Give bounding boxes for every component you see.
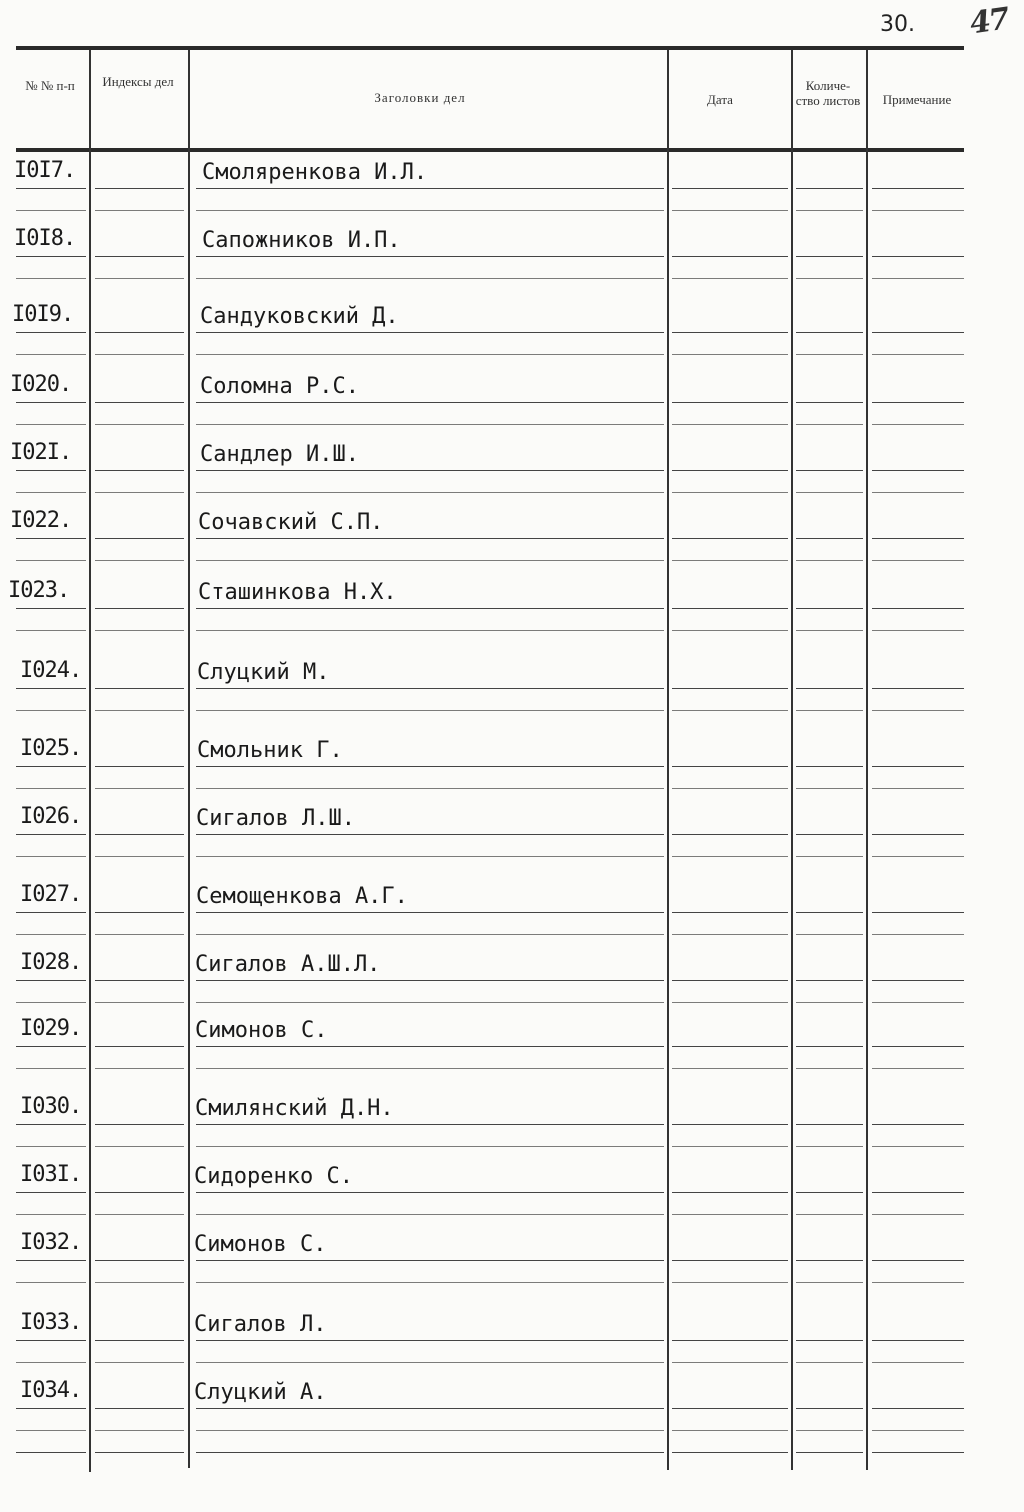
ruled-line bbox=[672, 256, 788, 257]
ruled-line bbox=[16, 1452, 86, 1453]
ruled-line bbox=[872, 1362, 964, 1363]
ruled-line bbox=[672, 1192, 788, 1193]
ruled-line bbox=[16, 424, 86, 425]
ruled-line bbox=[796, 354, 863, 355]
row-title: Сигалов Л.Ш. bbox=[196, 806, 355, 831]
ruled-line bbox=[16, 188, 86, 189]
ruled-line bbox=[16, 332, 86, 333]
row-title: Соломна Р.С. bbox=[200, 374, 359, 399]
row-title: Слуцкий А. bbox=[194, 1380, 327, 1405]
ruled-line bbox=[672, 470, 788, 471]
ruled-line bbox=[16, 1068, 86, 1069]
ruled-line bbox=[872, 934, 964, 935]
ruled-line bbox=[796, 934, 863, 935]
ruled-line bbox=[872, 1068, 964, 1069]
header-date: Дата bbox=[707, 92, 733, 107]
column-divider bbox=[188, 50, 190, 1468]
ruled-line bbox=[196, 492, 664, 493]
ruled-line bbox=[672, 766, 788, 767]
ruled-line bbox=[196, 1282, 664, 1283]
column-divider bbox=[791, 50, 793, 1470]
ruled-line bbox=[196, 1214, 664, 1215]
ruled-line bbox=[16, 354, 86, 355]
row-title: Смилянский Д.Н. bbox=[195, 1096, 394, 1121]
ruled-line bbox=[196, 1260, 664, 1261]
ruled-line bbox=[796, 402, 863, 403]
row-title: Сидоренко С. bbox=[194, 1164, 353, 1189]
row-title: Сандлер И.Ш. bbox=[200, 442, 359, 467]
ruled-line bbox=[196, 1430, 664, 1431]
ruled-line bbox=[196, 1002, 664, 1003]
ruled-line bbox=[796, 1214, 863, 1215]
row-number: I02I. bbox=[10, 440, 72, 465]
column-divider bbox=[667, 50, 669, 1470]
ruled-line bbox=[796, 188, 863, 189]
ruled-line bbox=[796, 980, 863, 981]
ruled-line bbox=[796, 1362, 863, 1363]
ruled-line bbox=[16, 788, 86, 789]
ruled-line bbox=[95, 278, 184, 279]
ruled-line bbox=[196, 788, 664, 789]
ruled-line bbox=[196, 630, 664, 631]
ruled-line bbox=[16, 912, 86, 913]
ruled-line bbox=[872, 710, 964, 711]
ruled-line bbox=[872, 1452, 964, 1453]
ruled-line bbox=[872, 1146, 964, 1147]
ruled-line bbox=[95, 834, 184, 835]
ruled-line bbox=[796, 856, 863, 857]
ruled-line bbox=[672, 1046, 788, 1047]
ruled-line bbox=[672, 1430, 788, 1431]
ruled-line bbox=[95, 470, 184, 471]
row-title: Смоляренкова И.Л. bbox=[202, 160, 428, 185]
ruled-line bbox=[672, 210, 788, 211]
ruled-line bbox=[16, 1260, 86, 1261]
row-number: I023. bbox=[8, 578, 70, 603]
ruled-line bbox=[872, 834, 964, 835]
ruled-line bbox=[796, 332, 863, 333]
ruled-line bbox=[95, 1362, 184, 1363]
row-number: I024. bbox=[20, 658, 82, 683]
ruled-line bbox=[672, 688, 788, 689]
row-number: I029. bbox=[20, 1016, 82, 1041]
ruled-line bbox=[796, 766, 863, 767]
ruled-line bbox=[872, 560, 964, 561]
ruled-line bbox=[16, 1362, 86, 1363]
ruled-line bbox=[16, 766, 86, 767]
ruled-line bbox=[672, 1124, 788, 1125]
ruled-line bbox=[95, 492, 184, 493]
row-number: I033. bbox=[20, 1310, 82, 1335]
row-number: I030. bbox=[20, 1094, 82, 1119]
ruled-line bbox=[196, 256, 664, 257]
row-number: I028. bbox=[20, 950, 82, 975]
ruled-line bbox=[196, 980, 664, 981]
ruled-line bbox=[796, 470, 863, 471]
ruled-line bbox=[16, 1214, 86, 1215]
ruled-line bbox=[95, 424, 184, 425]
ruled-line bbox=[196, 1452, 664, 1453]
header-bottom-rule bbox=[16, 148, 964, 152]
ruled-line bbox=[95, 934, 184, 935]
ruled-line bbox=[872, 424, 964, 425]
ruled-line bbox=[95, 980, 184, 981]
ruled-line bbox=[672, 354, 788, 355]
ruled-line bbox=[796, 1046, 863, 1047]
ruled-line bbox=[872, 630, 964, 631]
ruled-line bbox=[95, 1068, 184, 1069]
ruled-line bbox=[196, 354, 664, 355]
ruled-line bbox=[95, 538, 184, 539]
ruled-line bbox=[672, 188, 788, 189]
ruled-line bbox=[872, 332, 964, 333]
row-title: Сигалов Л. bbox=[194, 1312, 327, 1337]
ruled-line bbox=[796, 560, 863, 561]
ruled-line bbox=[872, 980, 964, 981]
ruled-line bbox=[196, 1362, 664, 1363]
ruled-line bbox=[672, 1282, 788, 1283]
ruled-line bbox=[672, 1146, 788, 1147]
ruled-line bbox=[872, 1124, 964, 1125]
ruled-line bbox=[16, 1046, 86, 1047]
ruled-line bbox=[196, 188, 664, 189]
row-title: Сташинкова Н.Х. bbox=[198, 580, 397, 605]
ruled-line bbox=[672, 492, 788, 493]
ruled-line bbox=[796, 424, 863, 425]
ruled-line bbox=[95, 560, 184, 561]
ruled-line bbox=[196, 1192, 664, 1193]
ruled-line bbox=[95, 1282, 184, 1283]
ruled-line bbox=[16, 492, 86, 493]
ruled-line bbox=[16, 934, 86, 935]
ruled-line bbox=[796, 1430, 863, 1431]
ruled-line bbox=[872, 1408, 964, 1409]
ruled-line bbox=[196, 766, 664, 767]
row-number: I020. bbox=[10, 372, 72, 397]
ruled-line bbox=[872, 538, 964, 539]
ruled-line bbox=[872, 256, 964, 257]
column-divider bbox=[866, 50, 868, 1470]
ruled-line bbox=[196, 1124, 664, 1125]
ruled-line bbox=[16, 710, 86, 711]
row-title: Сочавский С.П. bbox=[198, 510, 384, 535]
ruled-line bbox=[16, 560, 86, 561]
ruled-line bbox=[95, 402, 184, 403]
ruled-line bbox=[196, 1046, 664, 1047]
row-number: I032. bbox=[20, 1230, 82, 1255]
ruled-line bbox=[16, 470, 86, 471]
ruled-line bbox=[796, 912, 863, 913]
ruled-line bbox=[872, 1282, 964, 1283]
ruled-line bbox=[872, 608, 964, 609]
header-title: Заголовки дел bbox=[374, 90, 466, 105]
row-number: I0I7. bbox=[14, 158, 76, 183]
ruled-line bbox=[672, 1214, 788, 1215]
ruled-line bbox=[196, 560, 664, 561]
ruled-line bbox=[672, 538, 788, 539]
ruled-line bbox=[872, 856, 964, 857]
ruled-line bbox=[672, 1340, 788, 1341]
ruled-line bbox=[872, 1214, 964, 1215]
row-title: Смольник Г. bbox=[197, 738, 343, 763]
ruled-line bbox=[672, 834, 788, 835]
ruled-line bbox=[796, 1146, 863, 1147]
header-number: № № п-п bbox=[25, 78, 75, 93]
row-number: I0I9. bbox=[12, 302, 74, 327]
ruled-line bbox=[95, 1214, 184, 1215]
ruled-line bbox=[196, 538, 664, 539]
ruled-line bbox=[796, 1408, 863, 1409]
ruled-line bbox=[796, 210, 863, 211]
header-index: Индексы дел bbox=[102, 74, 174, 89]
ruled-line bbox=[872, 1430, 964, 1431]
ruled-line bbox=[95, 1430, 184, 1431]
ruled-line bbox=[796, 630, 863, 631]
ruled-line bbox=[16, 1124, 86, 1125]
ruled-line bbox=[95, 1046, 184, 1047]
ruled-line bbox=[95, 1146, 184, 1147]
ruled-line bbox=[872, 354, 964, 355]
ruled-line bbox=[672, 1362, 788, 1363]
handwritten-sheet-number: 47 bbox=[967, 1, 1011, 42]
ruled-line bbox=[196, 688, 664, 689]
ruled-line bbox=[872, 188, 964, 189]
ruled-line bbox=[95, 210, 184, 211]
ruled-line bbox=[872, 912, 964, 913]
ruled-line bbox=[196, 470, 664, 471]
header-sheets: Количе- ство листов bbox=[795, 78, 861, 108]
ruled-line bbox=[796, 538, 863, 539]
ruled-line bbox=[872, 1046, 964, 1047]
ruled-line bbox=[95, 1192, 184, 1193]
ruled-line bbox=[796, 1340, 863, 1341]
ruled-line bbox=[196, 278, 664, 279]
ruled-line bbox=[872, 788, 964, 789]
row-number: I034. bbox=[20, 1378, 82, 1403]
ruled-line bbox=[16, 1340, 86, 1341]
ruled-line bbox=[95, 188, 184, 189]
ruled-line bbox=[196, 934, 664, 935]
header-note: Примечание bbox=[882, 92, 952, 107]
ruled-line bbox=[872, 1192, 964, 1193]
ruled-line bbox=[672, 402, 788, 403]
ruled-line bbox=[672, 630, 788, 631]
row-number: I022. bbox=[10, 508, 72, 533]
ruled-line bbox=[95, 354, 184, 355]
ruled-line bbox=[196, 1408, 664, 1409]
row-title: Сигалов А.Ш.Л. bbox=[195, 952, 381, 977]
ruled-line bbox=[196, 608, 664, 609]
ruled-line bbox=[672, 1002, 788, 1003]
ruled-line bbox=[95, 332, 184, 333]
ruled-line bbox=[95, 710, 184, 711]
ruled-line bbox=[672, 980, 788, 981]
ruled-line bbox=[672, 934, 788, 935]
ruled-line bbox=[796, 1192, 863, 1193]
ruled-line bbox=[796, 788, 863, 789]
ruled-line bbox=[796, 710, 863, 711]
ruled-line bbox=[196, 1146, 664, 1147]
ruled-line bbox=[196, 332, 664, 333]
ruled-line bbox=[796, 256, 863, 257]
ruled-line bbox=[796, 1002, 863, 1003]
row-number: I026. bbox=[20, 804, 82, 829]
ruled-line bbox=[196, 210, 664, 211]
ruled-line bbox=[672, 560, 788, 561]
ruled-line bbox=[872, 1260, 964, 1261]
ruled-line bbox=[196, 402, 664, 403]
ruled-line bbox=[95, 1260, 184, 1261]
ruled-line bbox=[672, 1260, 788, 1261]
ruled-line bbox=[95, 856, 184, 857]
ruled-line bbox=[95, 1452, 184, 1453]
ruled-line bbox=[872, 766, 964, 767]
ruled-line bbox=[95, 788, 184, 789]
ruled-line bbox=[672, 856, 788, 857]
ruled-line bbox=[95, 1340, 184, 1341]
ruled-line bbox=[95, 688, 184, 689]
ruled-line bbox=[796, 1452, 863, 1453]
ruled-line bbox=[672, 1452, 788, 1453]
ruled-line bbox=[872, 492, 964, 493]
page-number: 30. bbox=[880, 12, 915, 37]
ruled-line bbox=[95, 256, 184, 257]
ruled-line bbox=[16, 1002, 86, 1003]
ruled-line bbox=[196, 710, 664, 711]
ruled-line bbox=[672, 608, 788, 609]
ruled-line bbox=[796, 608, 863, 609]
row-title: Сандуковский Д. bbox=[200, 304, 399, 329]
ruled-line bbox=[16, 856, 86, 857]
ruled-line bbox=[16, 538, 86, 539]
row-number: I025. bbox=[20, 736, 82, 761]
ruled-line bbox=[95, 630, 184, 631]
ruled-line bbox=[16, 1146, 86, 1147]
ruled-line bbox=[95, 1002, 184, 1003]
ruled-line bbox=[16, 630, 86, 631]
ruled-line bbox=[872, 278, 964, 279]
ruled-line bbox=[16, 1282, 86, 1283]
ruled-line bbox=[16, 402, 86, 403]
header-top-rule bbox=[16, 46, 964, 50]
row-number: I03I. bbox=[20, 1162, 82, 1187]
ruled-line bbox=[196, 912, 664, 913]
ruled-line bbox=[95, 912, 184, 913]
row-title: Слуцкий М. bbox=[197, 660, 330, 685]
row-title: Симонов С. bbox=[195, 1018, 328, 1043]
ruled-line bbox=[796, 688, 863, 689]
ruled-line bbox=[196, 856, 664, 857]
ruled-line bbox=[16, 1430, 86, 1431]
ruled-line bbox=[672, 1068, 788, 1069]
ruled-line bbox=[16, 256, 86, 257]
ruled-line bbox=[872, 402, 964, 403]
ruled-line bbox=[872, 210, 964, 211]
row-title: Семощенкова А.Г. bbox=[196, 884, 408, 909]
ruled-line bbox=[872, 1002, 964, 1003]
column-divider bbox=[89, 50, 91, 1472]
ruled-line bbox=[16, 608, 86, 609]
ruled-line bbox=[95, 766, 184, 767]
ruled-line bbox=[16, 980, 86, 981]
row-number: I027. bbox=[20, 882, 82, 907]
ruled-line bbox=[796, 278, 863, 279]
ruled-line bbox=[796, 834, 863, 835]
ruled-line bbox=[796, 492, 863, 493]
ruled-line bbox=[95, 1408, 184, 1409]
ruled-line bbox=[196, 1068, 664, 1069]
ruled-line bbox=[16, 210, 86, 211]
ruled-line bbox=[16, 1192, 86, 1193]
ruled-line bbox=[196, 1340, 664, 1341]
ruled-line bbox=[796, 1260, 863, 1261]
ruled-line bbox=[872, 1340, 964, 1341]
ruled-line bbox=[95, 608, 184, 609]
ruled-line bbox=[872, 470, 964, 471]
ruled-line bbox=[16, 834, 86, 835]
ruled-line bbox=[16, 278, 86, 279]
ruled-line bbox=[16, 688, 86, 689]
ruled-line bbox=[672, 424, 788, 425]
ruled-line bbox=[196, 424, 664, 425]
ruled-line bbox=[796, 1282, 863, 1283]
row-title: Сапожников И.П. bbox=[202, 228, 401, 253]
ruled-line bbox=[872, 688, 964, 689]
ruled-line bbox=[672, 788, 788, 789]
ruled-line bbox=[672, 332, 788, 333]
ruled-line bbox=[95, 1124, 184, 1125]
row-number: I0I8. bbox=[14, 226, 76, 251]
ruled-line bbox=[672, 1408, 788, 1409]
ruled-line bbox=[796, 1068, 863, 1069]
ruled-line bbox=[196, 834, 664, 835]
ruled-line bbox=[672, 710, 788, 711]
ruled-line bbox=[796, 1124, 863, 1125]
ruled-line bbox=[672, 912, 788, 913]
ruled-line bbox=[16, 1408, 86, 1409]
row-title: Симонов С. bbox=[194, 1232, 327, 1257]
ruled-line bbox=[672, 278, 788, 279]
